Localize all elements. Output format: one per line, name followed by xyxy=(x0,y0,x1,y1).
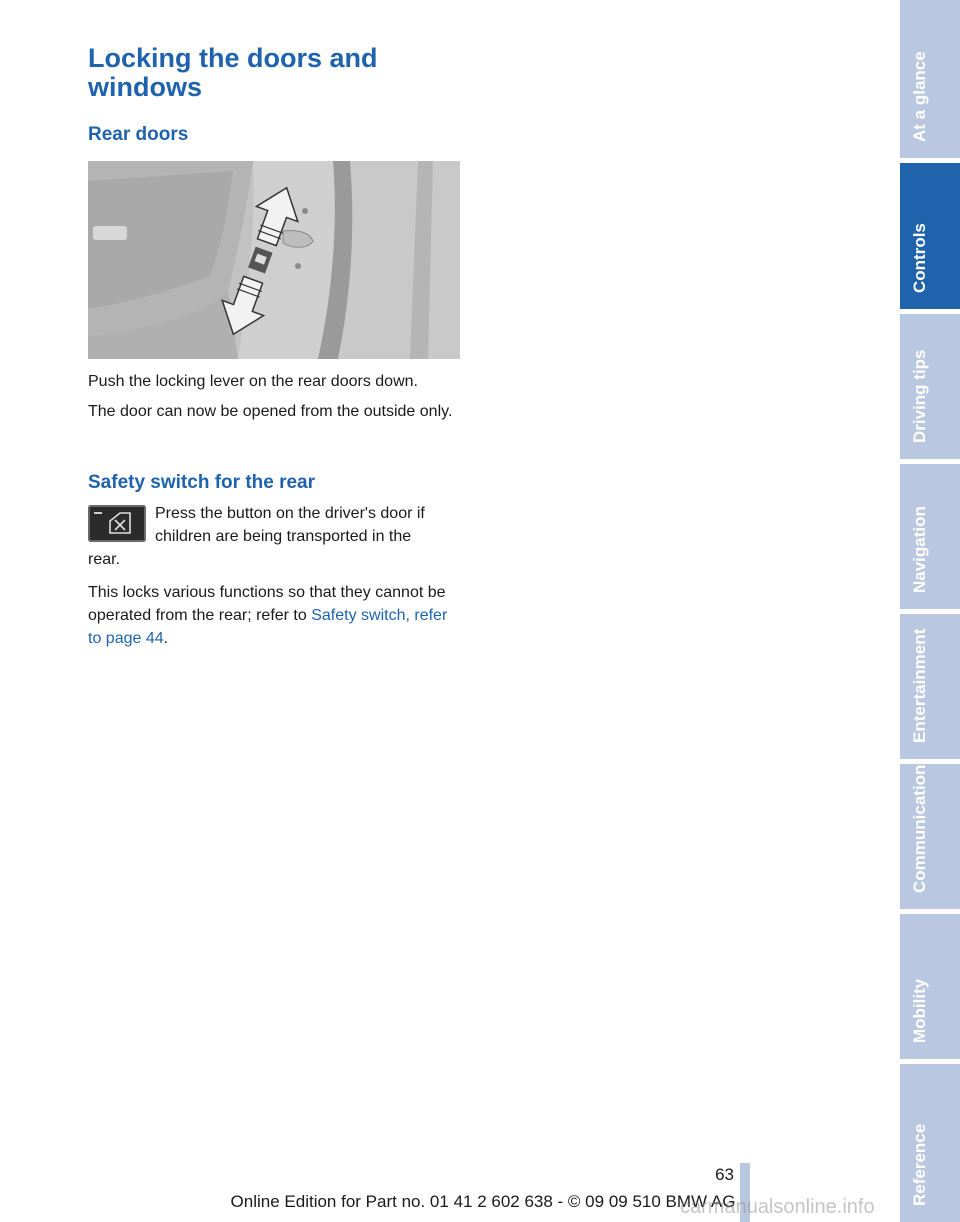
tab-at-a-glance[interactable]: At a glance xyxy=(900,0,960,158)
paragraph-locks-text: This locks various functions so that they cannot be operated from the rear; refer to xyxy=(88,584,446,624)
chapter-tabs xyxy=(900,0,960,1222)
paragraph-press-button-text: Press the button on the driver's door if children are being transported in the xyxy=(155,505,425,545)
safety-switch-page-link[interactable]: Safety switch, refer to page 44 xyxy=(88,607,448,647)
tab-controls[interactable]: Controls xyxy=(900,163,960,309)
door-lever-drawing xyxy=(88,161,460,359)
paragraph-press-button-cont: rear. xyxy=(88,551,121,568)
paragraph-push-lever: Push the locking lever on the rear doors down. xyxy=(88,373,418,390)
page-number: 63 xyxy=(715,1165,734,1184)
paragraph-locks-end: . xyxy=(163,630,169,647)
paragraph-open-outside: The door can now be opened from the outside only. xyxy=(88,403,453,420)
tab-navigation[interactable]: Navigation xyxy=(900,464,960,609)
section-heading-rear-doors: Rear doors xyxy=(88,124,189,145)
page-title: Locking the doors and windows xyxy=(88,43,378,102)
tab-driving-tips[interactable]: Driving tips xyxy=(900,314,960,459)
section-heading-safety-switch: Safety switch for the rear xyxy=(88,472,316,493)
tab-reference[interactable]: Reference xyxy=(900,1064,960,1222)
tab-entertainment[interactable]: Entertainment xyxy=(900,614,960,759)
paragraph-press-button xyxy=(88,502,462,571)
tab-communication[interactable]: Communication xyxy=(900,764,960,909)
paragraph-locks-functions xyxy=(88,581,462,650)
watermark: carmanualsonline.info xyxy=(680,1196,875,1218)
rear-door-lock-illustration xyxy=(88,161,460,359)
footer-edition-text: Online Edition for Part no. 01 41 2 602 638 - © 09 09 510 BMW AG xyxy=(230,1192,736,1211)
tab-mobility[interactable]: Mobility xyxy=(900,914,960,1059)
